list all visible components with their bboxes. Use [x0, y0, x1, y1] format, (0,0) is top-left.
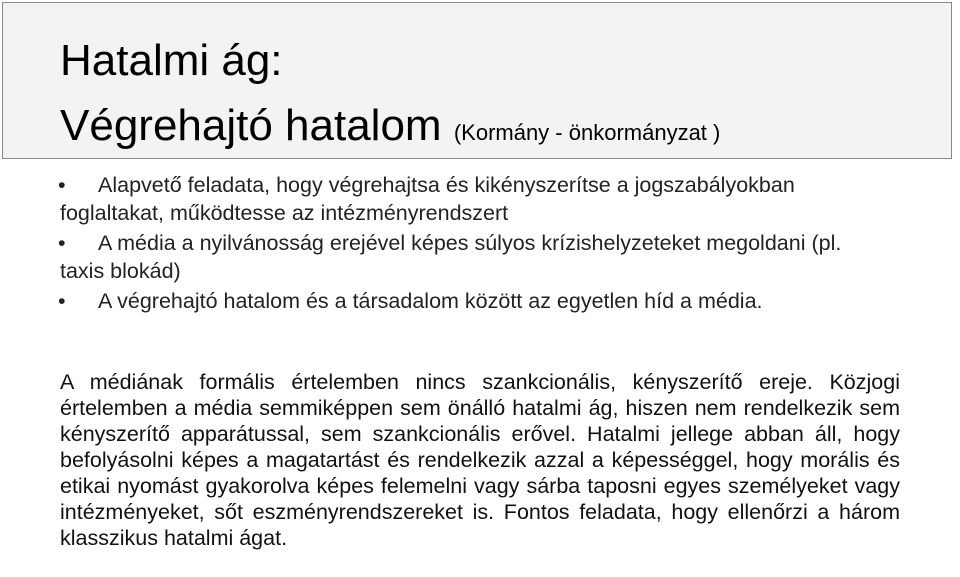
- bullet-text: A média a nyilvánosság erejével képes súlyos krízishelyzeteket megoldani (pl. taxis blokád): [60, 231, 842, 283]
- slide-title: Hatalmi ág:: [60, 36, 283, 85]
- bullet-item: [60, 287, 880, 315]
- bullet-icon: •: [58, 231, 66, 255]
- body-paragraph: A médiának formális értelemben nincs szankcionális, kényszerítő ereje. Közjogi értelemben a média semmiképpen sem önálló hatalmi ág, hiszen nem rendelkezik sem kényszerítő apparátussal, sem szankcionális erővel. Hatalmi jellege abban áll, hogy befolyásolni képes a magatartást és rendelkezik azzal a képességgel, hogy morális és etikai nyomást gyakorolva képes felemelni vagy sárba taposni egyes személyeket vagy intézményeket, sőt eszményrendszereket is. Fontos feladata, hogy ellenőrzi a három klasszikus hatalmi ágat.: [60, 370, 900, 550]
- bullet-icon: •: [58, 173, 66, 197]
- bullet-list: [60, 171, 880, 317]
- bullet-text: Alapvető feladata, hogy végrehajtsa és kikényszerítse a jogszabályokban foglaltakat, működtesse az intézményrendszert: [60, 173, 795, 225]
- slide-title-main: Végrehajtó hatalom: [60, 101, 442, 150]
- bullet-item: [60, 171, 880, 227]
- bullet-icon: •: [58, 289, 66, 313]
- slide-title-line2: [60, 101, 720, 158]
- bullet-text: A végrehajtó hatalom és a társadalom között az egyetlen híd a média.: [98, 289, 763, 313]
- bullet-item: [60, 229, 880, 285]
- slide-subtitle: (Kormány - önkormányzat ): [453, 120, 721, 145]
